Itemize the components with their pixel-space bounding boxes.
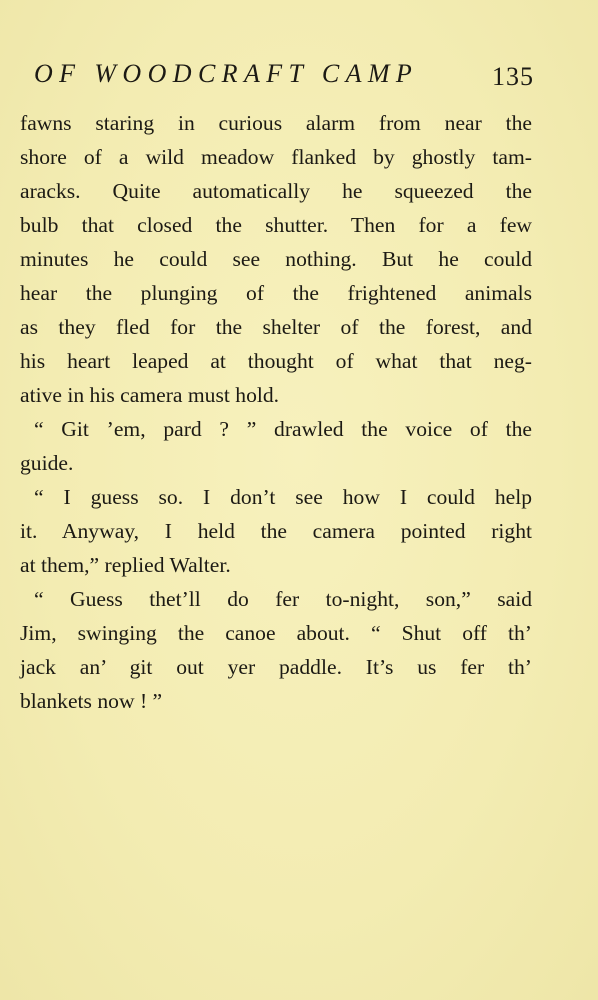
text-line: jack an’ git out yer paddle. It’s us fer th’ [20, 655, 532, 679]
text-line: guide. [20, 451, 74, 475]
body-text [20, 106, 532, 718]
text-line: hear the plunging of the frightened animals [20, 281, 532, 305]
text-line: bulb that closed the shutter. Then for a few [20, 213, 532, 237]
running-title: OF WOODCRAFT CAMP [34, 59, 419, 88]
text-line: his heart leaped at thought of what that neg- [20, 349, 532, 373]
text-line: “ I guess so. I don’t see how I could help [34, 485, 532, 509]
text-line: “ Guess thet’ll do fer to-night, son,” said [34, 587, 532, 611]
text-line: Jim, swinging the canoe about. “ Shut off th’ [20, 621, 532, 645]
running-head [34, 59, 534, 93]
text-line: minutes he could see nothing. But he could [20, 247, 532, 271]
text-line: at them,” replied Walter. [20, 553, 231, 577]
text-line: “ Git ’em, pard ? ” drawled the voice of the [34, 417, 532, 441]
text-line: fawns staring in curious alarm from near the [20, 111, 532, 135]
text-line: aracks. Quite automatically he squeezed the [20, 179, 532, 203]
page-number: 135 [492, 62, 534, 91]
text-line: blankets now ! ” [20, 689, 163, 713]
text-line: it. Anyway, I held the camera pointed right [20, 519, 532, 543]
text-line: ative in his camera must hold. [20, 383, 280, 407]
text-line: as they fled for the shelter of the forest, and [20, 315, 532, 339]
text-line: shore of a wild meadow flanked by ghostly tam- [20, 145, 532, 169]
